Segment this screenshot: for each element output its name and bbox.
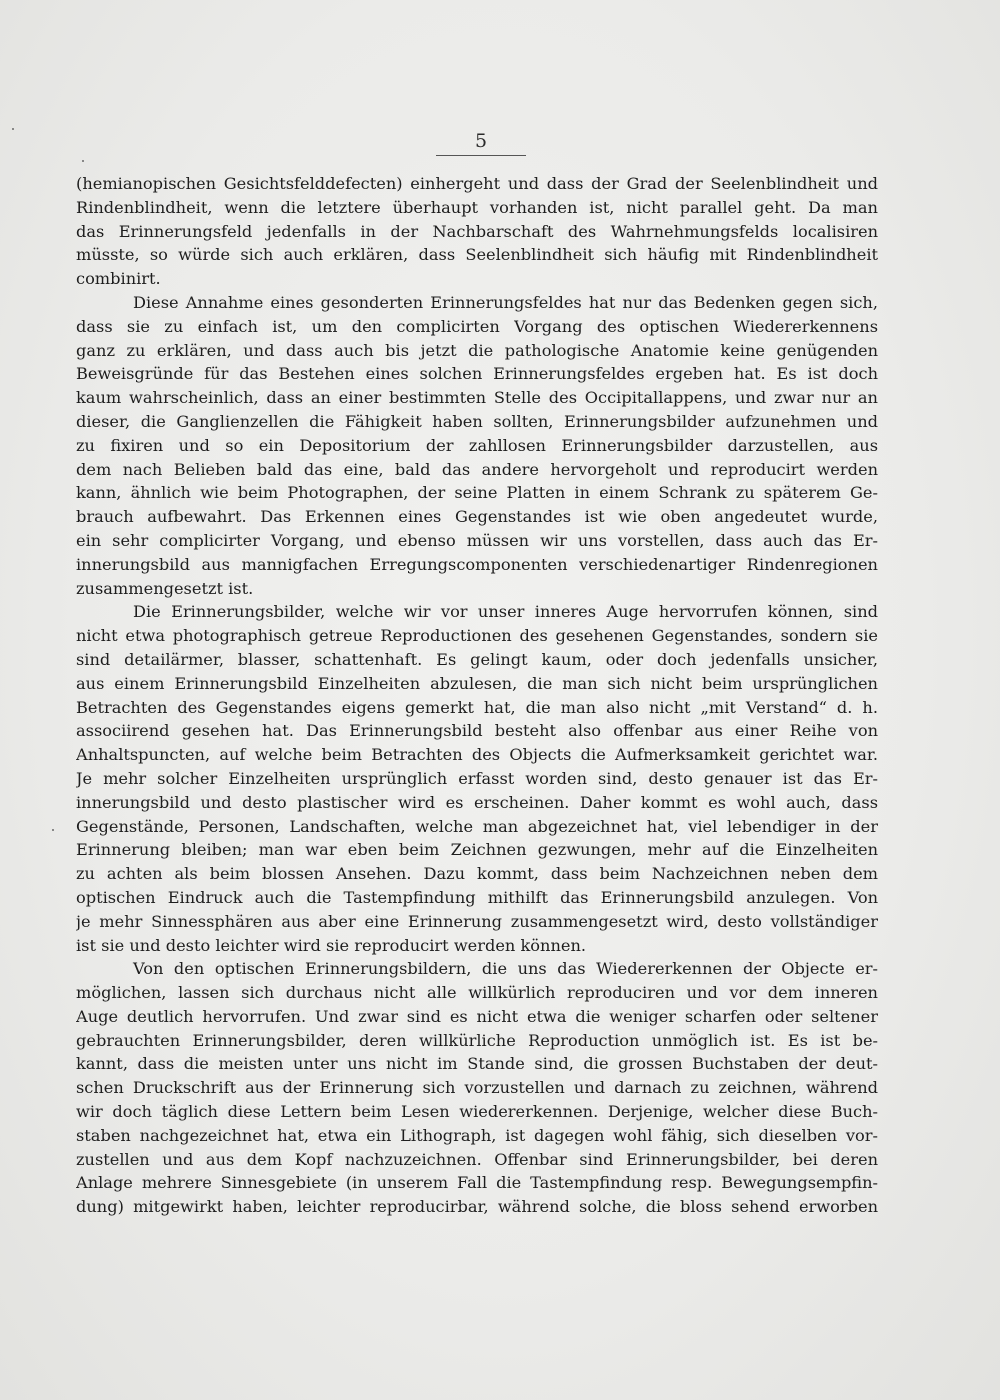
text-line: Erinnerung bleiben; man war eben beim Zeichnen gezwungen, mehr auf die Einzelheiten bbox=[76, 840, 878, 860]
text-line: brauch aufbewahrt. Das Erkennen eines Gegenstandes ist wie oben angedeutet wurde, bbox=[76, 507, 878, 527]
text-line: kannt, dass die meisten unter uns nicht im Stande sind, die grossen Buchstaben der deut- bbox=[76, 1054, 878, 1074]
text-line: innerungsbild und desto plastischer wird es erscheinen. Daher kommt es wohl auch, dass bbox=[76, 792, 878, 812]
text-line: Die Erinnerungsbilder, welche wir vor unser inneres Auge hervorrufen können, sind bbox=[133, 602, 878, 622]
text-line: möglichen, lassen sich durchaus nicht alle willkürlich reproduciren und vor dem inneren bbox=[76, 983, 878, 1003]
text-line: dieser, die Ganglienzellen die Fähigkeit haben sollten, Erinnerungsbilder aufzunehmen und bbox=[76, 411, 878, 431]
paragraph bbox=[76, 172, 878, 291]
text-line: staben nachgezeichnet hat, etwa ein Lithograph, ist dagegen wohl fähig, sich dieselben vor- bbox=[76, 1125, 878, 1145]
paragraph bbox=[76, 291, 878, 600]
text-line: Anlage mehrere Sinnesgebiete (in unserem Fall die Tastempfindung resp. Bewegungsempfin- bbox=[76, 1173, 878, 1193]
text-line: das Erinnerungsfeld jedenfalls in der Nachbarschaft des Wahrnehmungsfelds localisiren bbox=[76, 221, 878, 241]
text-line: zustellen und aus dem Kopf nachzuzeichnen. Offenbar sind Erinnerungsbilder, bei deren bbox=[76, 1149, 878, 1169]
text-line: je mehr Sinnessphären aus aber eine Erinnerung zusammengesetzt wird, desto vollständiger bbox=[76, 911, 878, 931]
text-line: optischen Eindruck auch die Tastempfindung mithilft das Erinnerungsbild anzulegen. Von bbox=[76, 887, 878, 907]
text-line: kann, ähnlich wie beim Photographen, der seine Platten in einem Schrank zu späterem Ge- bbox=[76, 483, 878, 503]
margin-speck bbox=[52, 829, 54, 831]
margin-speck bbox=[12, 128, 14, 130]
text-line: innerungsbild aus mannigfachen Erregungscomponenten verschiedenartiger Rindenregionen bbox=[76, 554, 878, 574]
text-line: wir doch täglich diese Lettern beim Lesen wiedererkennen. Derjenige, welcher diese Buch- bbox=[76, 1102, 878, 1122]
text-line: Gegenstände, Personen, Landschaften, welche man abgezeichnet hat, viel lebendiger in der bbox=[76, 816, 878, 836]
text-line: ein sehr complicirter Vorgang, und ebenso müssen wir uns vorstellen, dass auch das Er- bbox=[76, 530, 878, 550]
body-text bbox=[76, 172, 878, 1219]
text-line: zu achten als beim blossen Ansehen. Dazu kommt, dass beim Nachzeichnen neben dem bbox=[76, 864, 878, 884]
text-line: dung) mitgewirkt haben, leichter reproducirbar, während solche, die bloss sehend erworben bbox=[76, 1197, 878, 1217]
text-line: (hemianopischen Gesichtsfelddefecten) einhergeht und dass der Grad der Seelenblindheit und bbox=[76, 174, 878, 193]
text-line: Auge deutlich hervorrufen. Und zwar sind es nicht etwa die weniger scharfen oder seltener bbox=[76, 1006, 878, 1026]
text-line: müsste, so würde sich auch erklären, dass Seelenblindheit sich häufig mit Rindenblindheit bbox=[76, 245, 878, 265]
text-line: ganz zu erklären, und dass auch bis jetzt die pathologische Anatomie keine genügenden bbox=[76, 340, 878, 360]
text-line: Anhaltspuncten, auf welche beim Betrachten des Objects die Aufmerksamkeit gerichtet war. bbox=[76, 745, 878, 765]
paragraph bbox=[76, 957, 878, 1219]
text-line: Rindenblindheit, wenn die letztere überhaupt vorhanden ist, nicht parallel geht. Da man bbox=[76, 197, 878, 217]
text-line: kaum wahrscheinlich, dass an einer bestimmten Stelle des Occipitallappens, und zwar nur an bbox=[76, 388, 878, 408]
text-line: associirend gesehen hat. Das Erinnerungsbild besteht also offenbar aus einer Reihe von bbox=[76, 721, 878, 741]
text-line: schen Druckschrift aus der Erinnerung sich vorzustellen und darnach zu zeichnen, während bbox=[76, 1078, 878, 1098]
text-line: Betrachten des Gegenstandes eigens gemerkt hat, die man also nicht „mit Verstand“ d. h. bbox=[76, 697, 878, 717]
text-line: Diese Annahme eines gesonderten Erinnerungsfeldes hat nur das Bedenken gegen sich, bbox=[133, 292, 878, 312]
paragraph bbox=[76, 600, 878, 957]
text-line: Je mehr solcher Einzelheiten ursprünglich erfasst worden sind, desto genauer ist das Er- bbox=[76, 768, 878, 788]
page-number: 5 bbox=[474, 130, 488, 152]
header-rule bbox=[436, 155, 526, 156]
text-line: combinirt. bbox=[76, 269, 161, 289]
text-line: Von den optischen Erinnerungsbildern, die uns das Wiedererkennen der Objecte er- bbox=[133, 959, 878, 979]
margin-speck bbox=[82, 160, 84, 162]
text-line: sind detailärmer, blasser, schattenhaft. Es gelingt kaum, oder doch jedenfalls unsicher, bbox=[76, 649, 878, 669]
text-line: zusammengesetzt ist. bbox=[76, 578, 254, 598]
text-line: nicht etwa photographisch getreue Reproductionen des gesehenen Gegenstandes, sondern sie bbox=[76, 626, 878, 646]
text-line: dem nach Belieben bald das eine, bald das andere hervorgeholt und reproducirt werden bbox=[76, 459, 878, 479]
text-line: gebrauchten Erinnerungsbilder, deren willkürliche Reproduction unmöglich ist. Es ist be- bbox=[76, 1030, 878, 1050]
text-line: Beweisgründe für das Bestehen eines solchen Erinnerungsfeldes ergeben hat. Es ist doch bbox=[76, 364, 878, 384]
text-line: ist sie und desto leichter wird sie reproducirt werden können. bbox=[76, 935, 587, 955]
text-line: aus einem Erinnerungsbild Einzelheiten abzulesen, die man sich nicht beim ursprünglichen bbox=[76, 673, 878, 693]
text-line: zu fixiren und so ein Depositorium der zahllosen Erinnerungsbilder darzustellen, aus bbox=[76, 435, 878, 455]
text-line: dass sie zu einfach ist, um den complicirten Vorgang des optischen Wiedererkennens bbox=[76, 316, 878, 336]
